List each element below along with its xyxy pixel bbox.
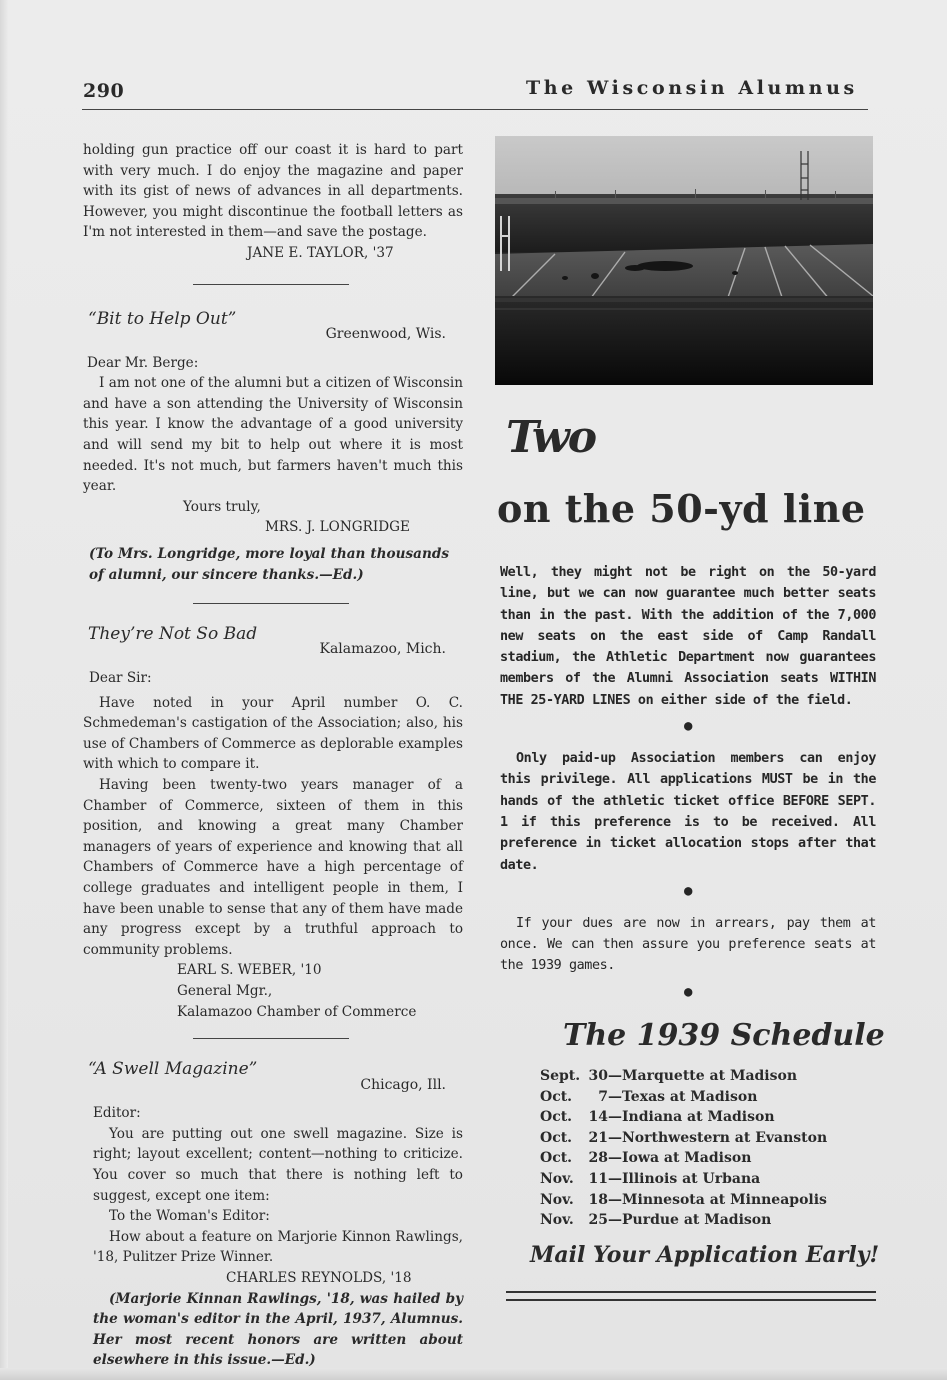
article-paragraph: Only paid-up Association members can enjoy this privilege. All applications MUST be in the hands of the athletic ticket office BEFORE SEPT. 1 if this preference is to be received. All preference in ticket allocation stops after that date. (500, 751, 876, 873)
mail-application-banner: Mail Your Application Early! (530, 1242, 880, 1268)
schedule-day: 14 (588, 1109, 608, 1126)
schedule-day: 18 (588, 1191, 608, 1208)
letter-place: Chicago, Ill. (360, 1077, 446, 1094)
letter-title: “Bit to Help Out” (88, 308, 237, 329)
schedule-row (540, 1190, 827, 1211)
page-edge-shadow (0, 0, 8, 1380)
schedule-title: The 1939 Schedule (563, 1018, 885, 1053)
schedule-game: —Illinois at Urbana (608, 1170, 761, 1187)
schedule-row (540, 1087, 827, 1108)
letter-paragraph: Have noted in your April number O. C. Schmedeman's castigation of the Association; also, his use of Chambers of Commerce as deplorable examples with which to compare it. (83, 694, 463, 773)
section-divider (193, 284, 349, 285)
schedule-row (540, 1107, 827, 1128)
letter-signature-org: Kalamazoo Chamber of Commerce (177, 1003, 417, 1020)
schedule-row (540, 1128, 827, 1149)
letter-salutation: Dear Sir: (89, 670, 152, 687)
schedule-month: Sept. (540, 1068, 581, 1084)
editor-note: (To Mrs. Longridge, more loyal than thousands of alumni, our sincere thanks.—Ed.) (89, 545, 449, 583)
letter-signature-title: General Mgr., (177, 983, 273, 999)
schedule-day: 7 (598, 1088, 608, 1105)
schedule-game: —Texas at Madison (608, 1088, 758, 1105)
stadium-photo-art (495, 136, 873, 385)
schedule-game: —Indiana at Madison (608, 1109, 775, 1126)
letter-signature: CHARLES REYNOLDS, '18 (226, 1269, 412, 1286)
schedule-month: Oct. (540, 1088, 573, 1105)
letter-header (83, 1059, 463, 1103)
letter-paragraph: To the Woman's Editor: (109, 1208, 270, 1225)
schedule-day: 28 (588, 1150, 608, 1167)
letter-header (83, 624, 463, 668)
schedule-game: —Minnesota at Minneapolis (608, 1191, 827, 1208)
letter-place: Kalamazoo, Mich. (319, 641, 446, 658)
schedule-month: Nov. (540, 1191, 574, 1208)
journal-title: The Wisconsin Alumnus (526, 77, 858, 99)
headline: on the 50-yd line (497, 486, 866, 531)
letter-salutation: Dear Mr. Berge: (87, 354, 199, 371)
schedule-game: —Marquette at Madison (608, 1068, 798, 1084)
section-divider (193, 1038, 349, 1039)
letter-signature: MRS. J. LONGRIDGE (265, 519, 410, 536)
letter-salutation: Editor: (93, 1105, 141, 1122)
schedule-day: 21 (588, 1129, 608, 1146)
schedule-row (540, 1210, 827, 1231)
schedule-day: 11 (588, 1170, 608, 1187)
letter-paragraph: I am not one of the alumni but a citizen of Wisconsin and have a son attending the University of Wisconsin this year. I know the advantage of a good university and will send my bit to help out where it is most needed. It's not much, but farmers haven't much this year. (83, 375, 463, 495)
schedule-month: Oct. (540, 1129, 573, 1146)
letter-title: “A Swell Magazine” (88, 1059, 258, 1080)
section-divider (193, 603, 349, 604)
ticket-article (500, 562, 876, 1014)
letter-title: They’re Not So Bad (88, 624, 258, 645)
bullet-separator: ● (683, 718, 693, 735)
letter-signature: EARL S. WEBER, '10 (177, 962, 322, 979)
letter-paragraph: Having been twenty-two years manager of a Chamber of Commerce, sixteen of them in this position, and knowing a great many Chamber managers of years of experience and knowing that all Chambers of Commerce have a high percentage of college graduates and intelligent people in them, I have been unable to sense that any of them have made any progress except by a truthful approach to community problems. (83, 777, 463, 958)
header-rule (82, 109, 868, 110)
letters-column (83, 140, 463, 1371)
schedule-game: —Northwestern at Evanston (608, 1129, 828, 1146)
schedule-month: Nov. (540, 1212, 574, 1229)
letter-continuation: holding gun practice off our coast it is hard to part with very much. I do enjoy the magazine and paper with its gist of news of advances in all departments. However, you might discontinue the football letters as I'm not interested in them—and save the postage. (83, 142, 463, 241)
letter-place: Greenwood, Wis. (325, 325, 446, 342)
editor-note: (Marjorie Kinnan Rawlings, '18, was hailed by the woman's editor in the April, 1937, Alumnus. Her most recent honors are written about elsewhere in this issue.—Ed.) (93, 1290, 463, 1369)
schedule-day: 25 (588, 1212, 608, 1229)
letter-paragraph: How about a feature on Marjorie Kinnon Rawlings, '18, Pulitzer Prize Winner. (93, 1228, 463, 1266)
schedule-month: Oct. (540, 1150, 573, 1167)
article-paragraph: If your dues are now in arrears, pay them at once. We can then assure you preference seats at the 1939 games. (500, 915, 876, 974)
schedule-row (540, 1066, 827, 1087)
letter-closing: Yours truly, (183, 498, 261, 515)
schedule-day: 30 (588, 1068, 608, 1084)
footer-rule (506, 1299, 876, 1301)
bullet-separator: ● (683, 983, 693, 1000)
schedule-month: Oct. (540, 1109, 573, 1126)
footer-rule (506, 1291, 876, 1293)
letter-header (83, 309, 463, 353)
schedule-row (540, 1148, 827, 1169)
schedule-game: —Iowa at Madison (608, 1150, 752, 1167)
page-number: 290 (83, 80, 125, 102)
schedule-list (540, 1066, 827, 1231)
schedule-game: —Purdue at Madison (608, 1212, 772, 1229)
bullet-separator: ● (683, 882, 693, 899)
stadium-photo (495, 136, 873, 385)
schedule-row (540, 1169, 827, 1190)
article-paragraph: Well, they might not be right on the 50-yard line, but we can now guarantee much better seats than in the past. With the addition of the 7,000 new seats on the east side of Camp Randall stadium, the Athletic Department now guarantees members of the Alumni Association seats WITHIN THE 25-YARD LINES on either side of the field. (500, 565, 876, 708)
letter-paragraph: You are putting out one swell magazine. Size is right; layout excellent; content—nothing to criticize. You cover so much that there is nothing left to suggest, except one item: (93, 1125, 463, 1204)
schedule-month: Nov. (540, 1170, 574, 1187)
letter-signature: JANE E. TAYLOR, '37 (247, 244, 394, 261)
headline-two: Two (506, 412, 596, 463)
